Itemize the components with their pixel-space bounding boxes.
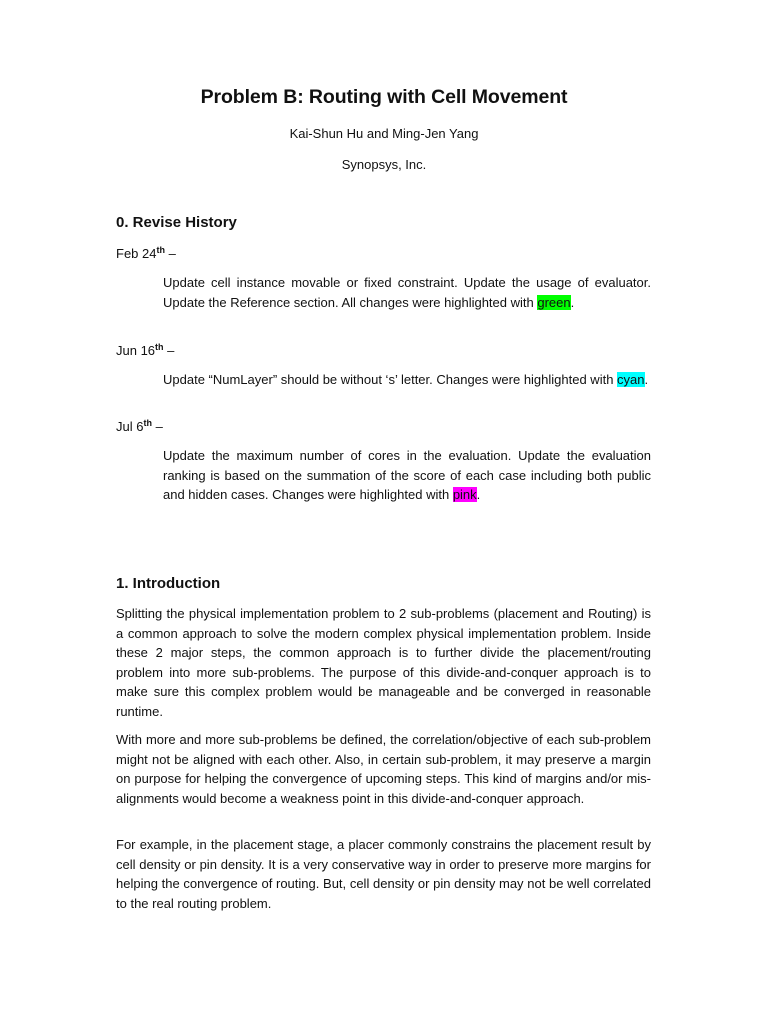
revision-date-text: Feb 24 (116, 246, 157, 261)
intro-paragraph: For example, in the placement stage, a placer commonly constrains the placement result by cell density or pin density. It is a very conservative way in order to preserve more margins for helping the convergence of routing. But, cell density or pin density may not be well correlated to the real routing problem. (116, 837, 651, 911)
revision-note (163, 273, 651, 312)
revision-date-text: Jun 16 (116, 343, 156, 358)
revision-date-dash: – (163, 343, 175, 358)
intro-paragraph: With more and more sub-problems be defined, the correlation/objective of each sub-problem might not be aligned with each other. Also, in certain sub-problem, it may preserve a margin on purpose for helping the convergence of upcoming steps. This kind of margins and/or mis-alignments would become a weakness point in this divide-and-conquer approach. (116, 732, 651, 806)
revision-note-text: Update the maximum number of cores in the evaluation. Update the evaluation ranking is based on the summation of the score of each case including both public and hidden cases. Changes were highlighted with (163, 448, 651, 502)
revision-note-end: . (644, 372, 649, 387)
revision-note (163, 446, 651, 505)
revision-date (116, 343, 174, 358)
revision-date-suffix: th (156, 245, 165, 255)
revision-note-end: . (476, 487, 481, 502)
revision-note (163, 370, 651, 390)
revision-date-dash: – (151, 419, 163, 434)
revision-date-text: Jul 6 (116, 419, 144, 434)
revision-date-suffix: th (155, 342, 164, 352)
revise-history-heading: 0. Revise History (116, 214, 237, 231)
affiliation: Synopsys, Inc. (341, 157, 427, 172)
revision-note-text: Update cell instance movable or fixed constraint. Update the usage of evaluator. Update the Reference section. All changes were highlighted with (163, 275, 651, 310)
revision-note-end: . (570, 294, 575, 310)
intro-paragraph: Splitting the physical implementation problem to 2 sub-problems (placement and Routing) is a common approach to solve the modern complex physical implementation problem. Inside these 2 major steps, the common approach is to further divide the placement/routing problem into more sub-problems. The purpose of this divide-and-conquer approach is to make sure this complex problem would be manageable and be converged in reasonable runtime. (116, 606, 651, 719)
revision-date (116, 419, 163, 434)
authors: Kai-Shun Hu and Ming-Jen Yang (289, 126, 479, 141)
revision-note-text: Update “NumLayer” should be without ‘s’ letter. Changes were highlighted with (163, 372, 618, 387)
revision-date (116, 246, 176, 261)
document-title: Problem B: Routing with Cell Movement (200, 86, 568, 108)
introduction-heading: 1. Introduction (116, 575, 221, 592)
highlight-pink: pink (452, 487, 477, 502)
highlight-green: green (537, 294, 571, 310)
revision-date-dash: – (164, 246, 176, 261)
revision-date-suffix: th (143, 418, 152, 428)
highlight-cyan: cyan (617, 372, 645, 387)
